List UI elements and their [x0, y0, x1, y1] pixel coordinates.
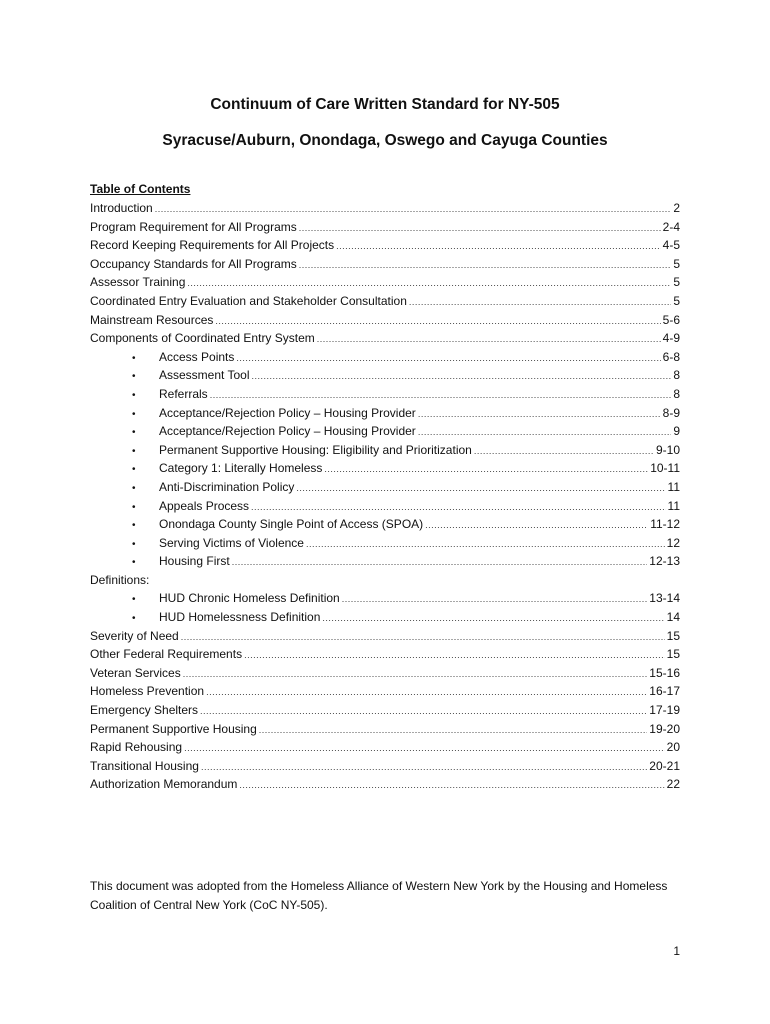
toc-entry[interactable]: [90, 701, 680, 720]
dot-leader: [155, 200, 672, 219]
dot-leader: [251, 498, 665, 517]
bullet-icon: •: [132, 594, 136, 606]
bullet-icon: •: [132, 613, 136, 625]
toc-entry-label: Housing First: [159, 554, 230, 569]
toc-entry-label: Permanent Supportive Housing: Eligibility and Prioritization: [159, 442, 472, 457]
toc-entry-page: 14: [666, 610, 680, 625]
dot-leader: [409, 293, 671, 312]
toc-entry-label: Acceptance/Rejection Policy – Housing Provider: [159, 405, 416, 420]
dot-leader: [259, 721, 648, 740]
bullet-icon: •: [132, 482, 136, 494]
toc-entry-page: 11: [667, 479, 680, 494]
dot-leader: [201, 758, 647, 777]
toc-entry-page: 19-20: [649, 721, 680, 736]
dot-leader: [184, 739, 665, 758]
toc-entry[interactable]: [90, 608, 680, 627]
toc-entry-label: Program Requirement for All Programs: [90, 219, 297, 234]
dot-leader: [239, 776, 664, 795]
toc-entry[interactable]: [90, 478, 680, 497]
toc-entry[interactable]: [90, 273, 680, 292]
toc-entry-label: Onondaga County Single Point of Access (SPOA): [159, 517, 424, 532]
toc-entry-label: Access Points: [159, 349, 235, 364]
toc-entry-page: 5: [673, 293, 680, 308]
toc-entry-page: 4-9: [662, 331, 680, 346]
toc-entry[interactable]: [90, 757, 680, 776]
dot-leader: [296, 479, 665, 498]
toc-entry[interactable]: [90, 404, 680, 423]
toc-entry[interactable]: [90, 385, 680, 404]
dot-leader: [299, 256, 672, 275]
dot-leader: [336, 237, 661, 256]
dot-leader: [200, 702, 647, 721]
toc-entry-page: 5-6: [662, 312, 680, 327]
toc-entry-page: 12: [666, 535, 680, 550]
toc-entry-label: Mainstream Resources: [90, 312, 214, 327]
toc-entry-page: 15-16: [649, 665, 680, 680]
toc-entry-label: Severity of Need: [90, 628, 179, 643]
dot-leader: [324, 460, 648, 479]
toc-entry-page: 8-9: [662, 405, 680, 420]
dot-leader: [474, 442, 654, 461]
bullet-icon: •: [132, 371, 136, 383]
toc-entry-page: 8: [673, 368, 680, 383]
toc-entry[interactable]: [90, 589, 680, 608]
document-title: Continuum of Care Written Standard for NY-505: [210, 96, 560, 113]
dot-leader: [322, 609, 664, 628]
bullet-icon: •: [132, 464, 136, 476]
document-subtitle: Syracuse/Auburn, Onondaga, Oswego and Cayuga Counties: [162, 132, 608, 149]
toc-entry[interactable]: [90, 292, 680, 311]
dot-leader: [183, 665, 648, 684]
toc-entry-page: 5: [673, 275, 680, 290]
toc-entry[interactable]: [90, 497, 680, 516]
dot-leader: [181, 628, 665, 647]
toc-entry-label: Coordinated Entry Evaluation and Stakeholder Consultation: [90, 293, 407, 308]
toc-heading: Table of Contents: [90, 182, 191, 196]
toc-entry[interactable]: [90, 738, 680, 757]
dot-leader: [236, 349, 660, 368]
dot-leader: [210, 386, 672, 405]
bullet-icon: •: [132, 408, 136, 420]
toc-entry-label: Transitional Housing: [90, 758, 199, 773]
toc-entry-page: 11-12: [650, 517, 680, 532]
toc-entry-label: Authorization Memorandum: [90, 777, 238, 792]
toc-entry-page: 9-10: [655, 442, 680, 457]
toc-entry[interactable]: [90, 311, 680, 330]
bullet-icon: •: [132, 389, 136, 401]
dot-leader: [425, 516, 648, 535]
toc-entry[interactable]: [90, 571, 680, 590]
toc-entry[interactable]: [90, 255, 680, 274]
bullet-icon: •: [132, 538, 136, 550]
toc-entry-label: Rapid Rehousing: [90, 740, 183, 755]
toc-entry-label: Definitions:: [90, 572, 150, 587]
toc-entry-label: Record Keeping Requirements for All Projects: [90, 238, 335, 253]
bullet-icon: •: [132, 445, 136, 457]
bullet-icon: •: [132, 352, 136, 364]
toc-entry-label: HUD Chronic Homeless Definition: [159, 591, 340, 606]
toc-entry-page: 8: [673, 386, 680, 401]
toc-entry-page: 15: [666, 647, 680, 662]
toc-entry-label: Appeals Process: [159, 498, 250, 513]
toc-entry[interactable]: [90, 664, 680, 683]
toc-entry[interactable]: [90, 329, 680, 348]
toc-entry[interactable]: [90, 422, 680, 441]
dot-leader: [232, 553, 648, 572]
toc-entry[interactable]: [90, 552, 680, 571]
toc-entry-page: 9: [673, 424, 680, 439]
dot-leader: [252, 367, 672, 386]
toc-entry-label: Veteran Services: [90, 665, 181, 680]
toc-entry-page: 2-4: [662, 219, 680, 234]
toc-entry-page: 22: [666, 777, 680, 792]
toc-entry[interactable]: [90, 720, 680, 739]
dot-leader: [418, 405, 661, 424]
toc-entry[interactable]: [90, 534, 680, 553]
toc-entry-label: HUD Homelessness Definition: [159, 610, 321, 625]
toc-entry[interactable]: [90, 627, 680, 646]
toc-entry[interactable]: [90, 236, 680, 255]
dot-leader: [206, 683, 647, 702]
toc-entry[interactable]: [90, 645, 680, 664]
toc-entry-label: Anti-Discrimination Policy: [159, 479, 295, 494]
toc-entry-page: 2: [673, 201, 680, 215]
dot-leader: [244, 646, 665, 665]
page-number: 1: [673, 944, 680, 958]
bullet-icon: •: [132, 557, 136, 569]
dot-leader: [306, 535, 665, 554]
toc-entry-label: Emergency Shelters: [90, 703, 199, 718]
toc-entry[interactable]: [90, 515, 680, 534]
toc-entry[interactable]: [90, 348, 680, 367]
toc-entry-label: Referrals: [159, 386, 208, 401]
bullet-icon: •: [132, 427, 136, 439]
toc-entry-label: Assessment Tool: [159, 368, 250, 383]
dot-leader: [215, 312, 660, 331]
dot-leader: [187, 274, 671, 293]
table-of-contents: [90, 199, 680, 794]
toc-entry-page: 17-19: [649, 703, 680, 718]
toc-entry-page: 5: [673, 256, 680, 271]
dot-leader: [299, 219, 661, 238]
toc-entry-label: Introduction: [90, 201, 153, 215]
toc-entry-label: Acceptance/Rejection Policy – Housing Provider: [159, 424, 416, 439]
toc-entry-page: 10-11: [650, 461, 680, 476]
adoption-note: This document was adopted from the Homeless Alliance of Western New York by the Housing and Homeless Coalition of Central New York (CoC NY-505).: [90, 879, 668, 912]
toc-entry[interactable]: [90, 441, 680, 460]
toc-entry-page: 4-5: [662, 238, 680, 253]
toc-entry-page: 20-21: [649, 758, 680, 773]
toc-entry[interactable]: [90, 218, 680, 237]
toc-entry-label: Category 1: Literally Homeless: [159, 461, 323, 476]
bullet-icon: •: [132, 501, 136, 513]
toc-entry[interactable]: [90, 366, 680, 385]
dot-leader: [342, 590, 648, 609]
dot-leader: [317, 330, 661, 349]
toc-entry-page: 11: [667, 498, 680, 513]
toc-entry-page: 13-14: [649, 591, 680, 606]
toc-entry-page: 20: [666, 740, 680, 755]
toc-entry-page: 16-17: [649, 684, 680, 699]
toc-entry-label: Assessor Training: [90, 275, 186, 290]
toc-entry[interactable]: [90, 199, 680, 218]
toc-entry-page: 6-8: [662, 349, 680, 364]
dot-leader: [418, 423, 672, 442]
toc-entry-page: 15: [666, 628, 680, 643]
toc-entry-label: Occupancy Standards for All Programs: [90, 256, 297, 271]
toc-entry-label: Other Federal Requirements: [90, 647, 243, 662]
toc-entry[interactable]: [90, 682, 680, 701]
toc-entry-label: Serving Victims of Violence: [159, 535, 304, 550]
bullet-icon: •: [132, 520, 136, 532]
toc-entry-page: 12-13: [649, 554, 680, 569]
toc-entry-label: Permanent Supportive Housing: [90, 721, 257, 736]
toc-entry[interactable]: [90, 459, 680, 478]
toc-entry-label: Components of Coordinated Entry System: [90, 331, 315, 346]
toc-entry-label: Homeless Prevention: [90, 684, 205, 699]
toc-entry[interactable]: [90, 775, 680, 794]
